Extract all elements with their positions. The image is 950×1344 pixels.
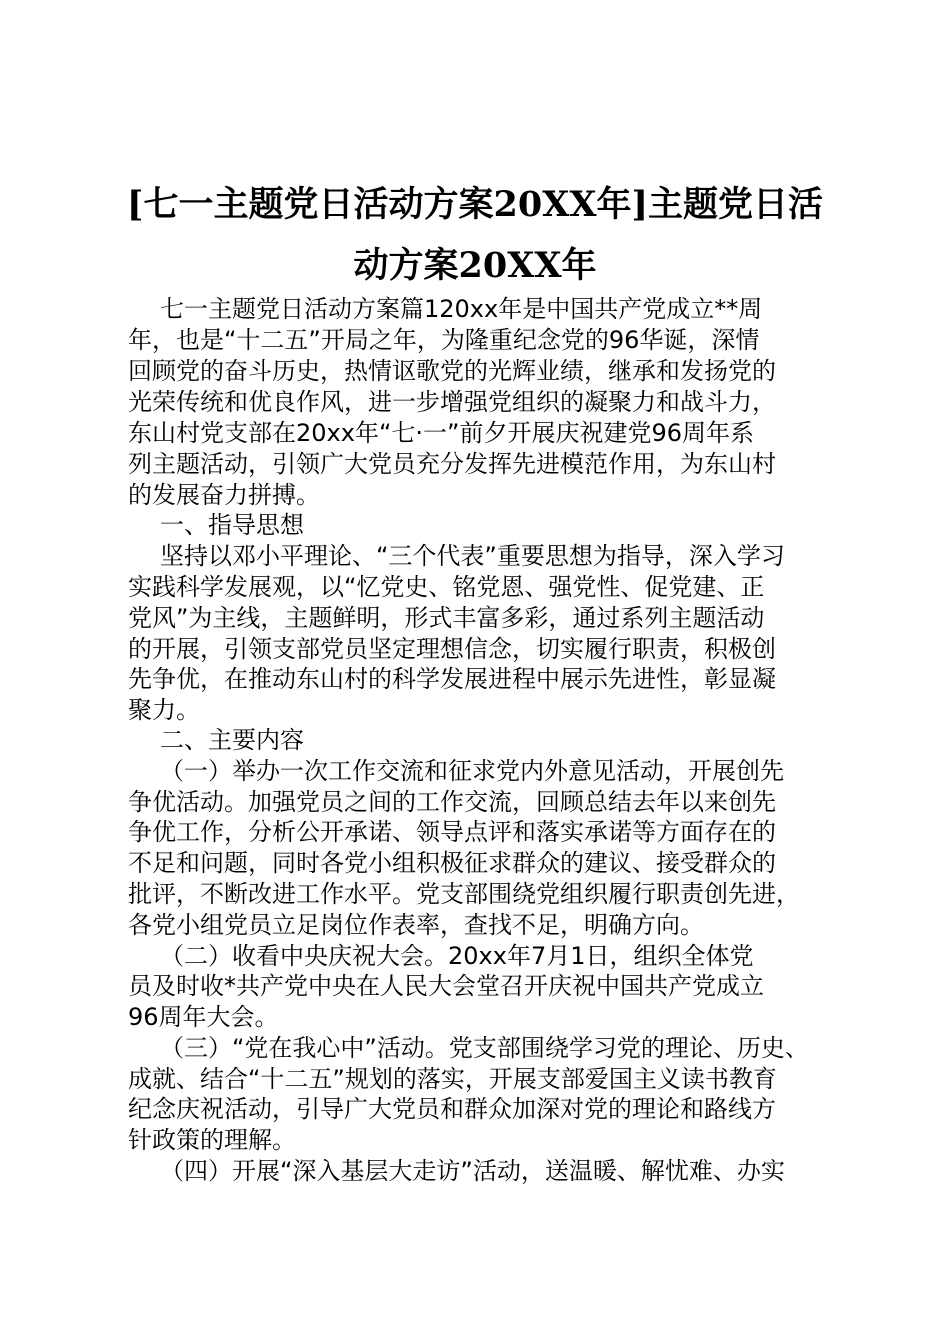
paragraph-guiding-line: 实践科学发展观，以“忆党史、铭党恩、强党性、促党建、正 [128,573,765,601]
paragraph-intro-line: 东山村党支部在20xx年“七·一”前夕开展庆祝建党96周年系 [128,419,754,447]
document-title-line-1: [七一主题党日活动方案20XX年]主题党日活 [126,184,824,225]
paragraph-intro-line: 年，也是“十二五”开局之年，为隆重纪念党的96华诞，深情 [128,326,760,354]
paragraph-item-four-line: （四）开展“深入基层大走访”活动，送温暖、解忧难、办实 [160,1157,785,1185]
section-heading-main-content: 二、主要内容 [160,726,304,754]
paragraph-item-one-line: 争优活动。加强党员之间的工作交流，回顾总结去年以来创先 [128,788,776,816]
paragraph-item-three-line: 成就、结合“十二五”规划的落实，开展支部爱国主义读书教育 [128,1065,777,1093]
paragraph-guiding-line: 坚持以邓小平理论、“三个代表”重要思想为指导，深入学习 [160,542,785,570]
paragraph-intro-line: 回顾党的奋斗历史，热情讴歌党的光辉业绩，继承和发扬党的 [128,357,776,385]
paragraph-intro-line: 列主题活动，引领广大党员充分发挥先进模范作用，为东山村 [128,450,776,478]
paragraph-item-one-line: 不足和问题，同时各党小组积极征求群众的建议、接受群众的 [128,849,776,877]
paragraph-item-one-line: 争优工作，分析公开承诺、领导点评和落实承诺等方面存在的 [128,818,776,846]
paragraph-item-two-line: （二）收看中央庆祝大会。20xx年7月1日，组织全体党 [160,942,754,970]
paragraph-guiding-line: 党风”为主线，主题鲜明，形式丰富多彩，通过系列主题活动 [128,604,765,632]
document-title-line-2: 动方案20XX年 [353,245,597,286]
paragraph-intro-line: 的发展奋力拼搏。 [128,481,320,509]
paragraph-item-two-line: 员及时收*共产党中央在人民大会堂召开庆祝中国共产党成立 [128,972,764,1000]
paragraph-intro-line: 七一主题党日活动方案篇120xx年是中国共产党成立**周 [160,295,763,323]
paragraph-item-one-line: （一）举办一次工作交流和征求党内外意见活动，开展创先 [160,757,784,785]
paragraph-guiding-line: 的开展，引领支部党员坚定理想信念，切实履行职责，积极创 [128,635,776,663]
paragraph-item-one-line: 批评，不断改进工作水平。党支部围绕党组织履行职责创先进， [128,880,800,908]
paragraph-guiding-line: 聚力。 [128,696,200,724]
paragraph-item-two-line: 96周年大会。 [128,1003,279,1031]
section-heading-guiding-ideology: 一、指导思想 [160,511,304,539]
paragraph-item-one-line: 各党小组党员立足岗位作表率，查找不足，明确方向。 [128,911,704,939]
paragraph-intro-line: 光荣传统和优良作风，进一步增强党组织的凝聚力和战斗力， [128,388,776,416]
paragraph-item-three-line: （三）“党在我心中”活动。党支部围绕学习党的理论、历史、 [160,1034,809,1062]
paragraph-item-three-line: 纪念庆祝活动，引导广大党员和群众加深对党的理论和路线方 [128,1095,776,1123]
paragraph-item-three-line: 针政策的理解。 [128,1126,296,1154]
paragraph-guiding-line: 先争优，在推动东山村的科学发展进程中展示先进性，彰显凝 [128,665,776,693]
